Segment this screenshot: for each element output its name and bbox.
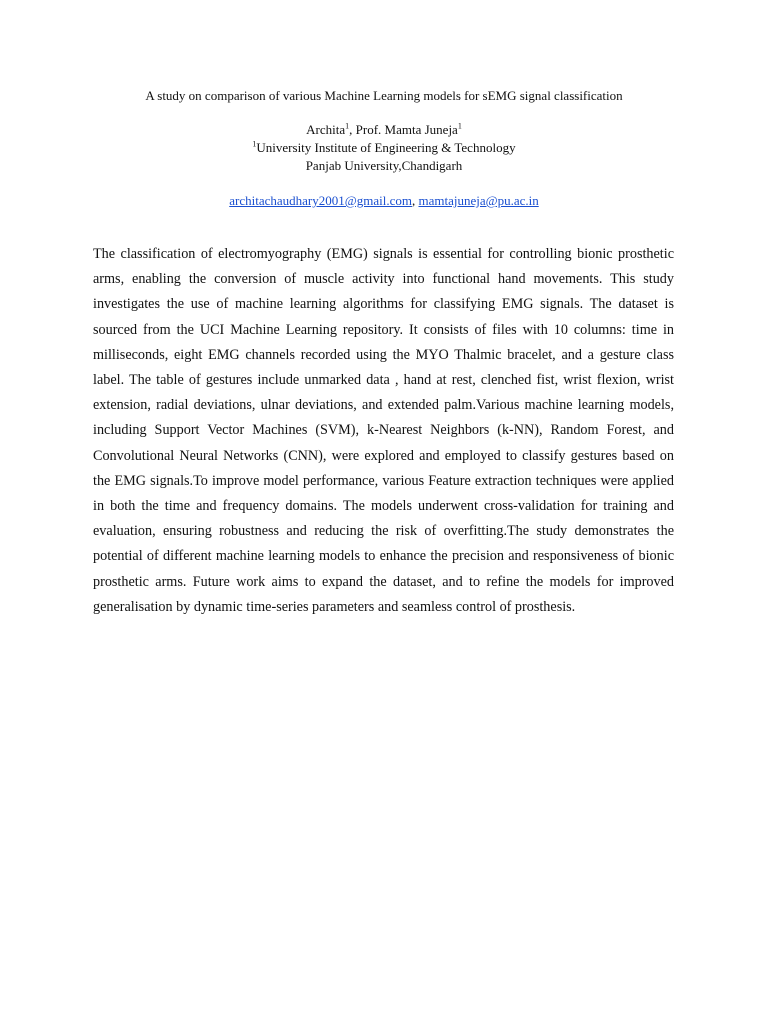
abstract-paragraph: The classification of electromyography (EMG) signals is essential for controlling bionic prosthetic arms, enabling the conversion of muscle activity into functional hand movements. This study investigates the use of machine learning algorithms for classifying EMG signals. The dataset is sourced from the UCI Machine Learning repository. It consists of files with 10 columns: time in milliseconds, eight EMG channels recorded using the MYO Thalmic bracelet, and a gesture class label. The table of gestures include unmarked data , hand at rest, clenched fist, wrist flexion, wrist extension, radial deviations, ulnar deviations, and extended palm.Various machine learning models, including Support Vector Machines (SVM), k-Nearest Neighbors (k-NN), Random Forest, and Convolutional Neural Networks (CNN), were explored and employed to classify gestures based on the EMG signals.To improve model performance, various Feature extraction techniques were applied in both the time and frequency domains. The models underwent cross-validation for training and evaluation, ensuring robustness and reducing the risk of overfitting.The study demonstrates the potential of different machine learning models to enhance the precision and responsiveness of bionic prosthetic arms. Future work aims to expand the dataset, and to refine the models for improved generalisation by dynamic time-series parameters and seamless control of prosthesis. [93, 246, 674, 615]
author-separator: , [349, 122, 356, 137]
author-name: Prof. Mamta Juneja [355, 122, 458, 137]
paper-title: A study on comparison of various Machine Learning models for sEMG signal classification [145, 88, 623, 103]
email-line [0, 192, 768, 210]
affiliation-institute [0, 139, 768, 157]
email-separator: , [411, 193, 419, 208]
institute-name: University Institute of Engineering & Technology [256, 140, 516, 155]
email-link[interactable]: mamtajuneja@pu.ac.in [418, 193, 539, 208]
author-line [0, 121, 768, 139]
affiliation-marker: 1 [345, 121, 350, 131]
author-name: Archita [306, 122, 346, 137]
affiliation-marker: 1 [457, 121, 462, 131]
affiliation-university: Panjab University,Chandigarh [305, 158, 463, 173]
affiliation-marker: 1 [252, 139, 257, 149]
email-link[interactable]: architachaudhary2001@gmail.com [229, 193, 412, 208]
